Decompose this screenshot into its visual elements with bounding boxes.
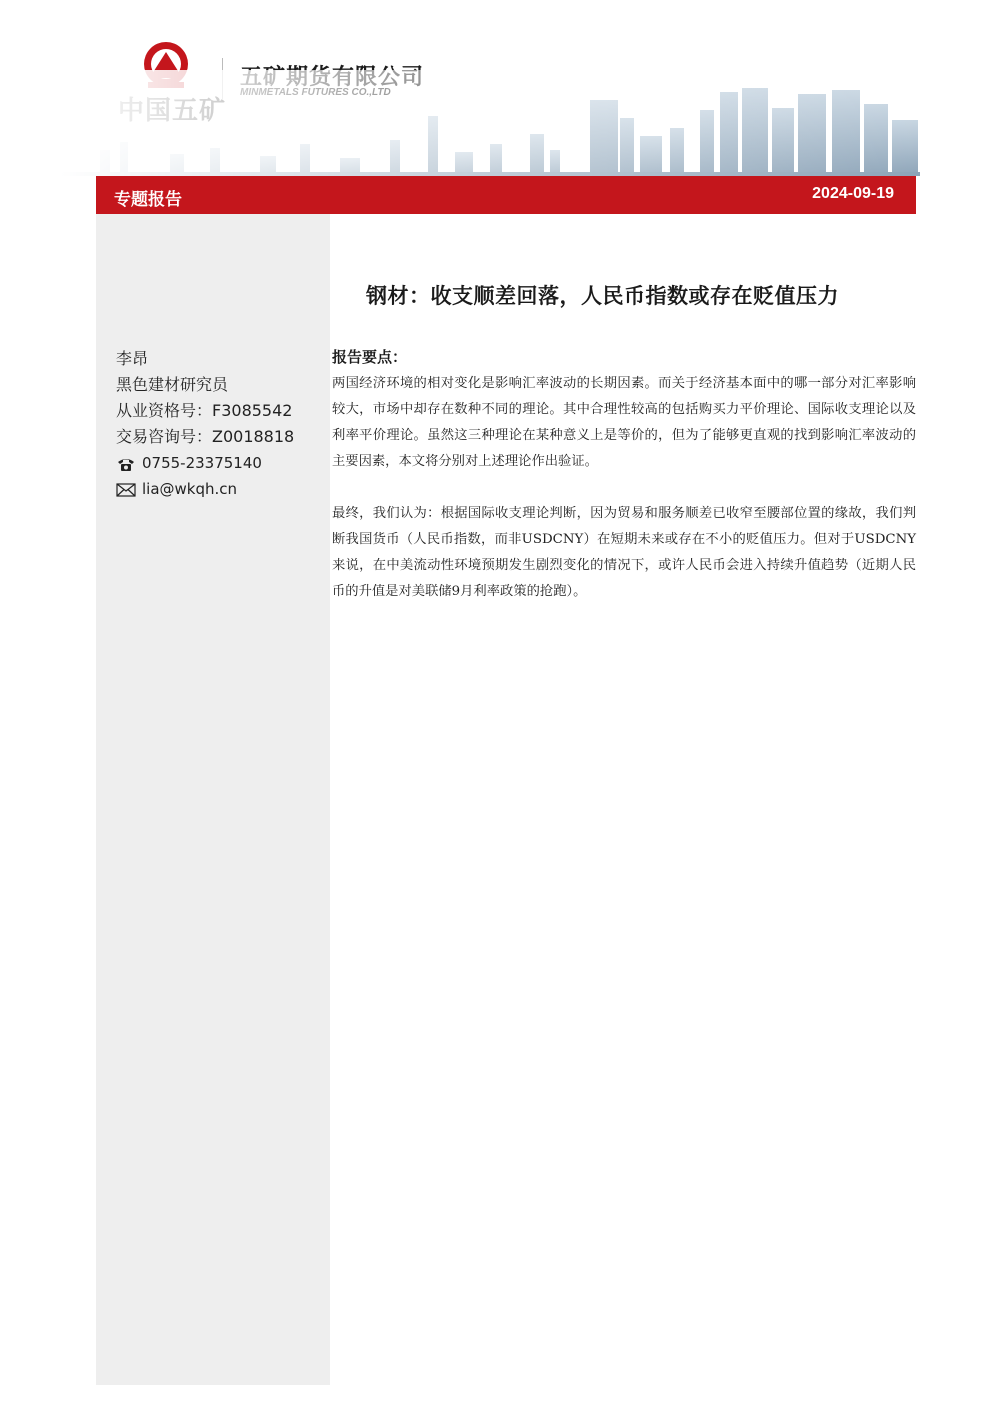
report-title: 钢材：收支顺差回落，人民币指数或存在贬值压力 — [366, 284, 839, 308]
report-type-bar — [96, 176, 916, 214]
report-type-label: 专题报告 — [114, 190, 182, 210]
summary-heading: 报告要点： — [332, 348, 408, 366]
author-role: 黑色建材研究员 — [116, 375, 229, 394]
summary-paragraph-2: 最终，我们认为：根据国际收支理论判断，因为贸易和服务顺差已收窄至腰部位置的缘故，我们判断我国货币（人民币指数，而非USDCNY）在短期未来或存在不小的贬值压力。但对于USDCNY来说，在中美流动性环境预期发生剧烈变化的情况下，或许人民币会进入持续升值趋势（近期人民币的升值是对美联储9月利率政策的抢跑）。 — [332, 506, 916, 599]
city-skyline-image — [60, 70, 920, 176]
author-phone: 0755-23375140 — [142, 454, 262, 472]
author-email-row — [116, 476, 294, 502]
envelope-icon — [116, 483, 136, 497]
author-name: 李昂 — [116, 349, 149, 368]
author-consulting-number: 交易咨询号：Z0018818 — [116, 427, 295, 446]
author-email[interactable]: lia@wkqh.cn — [142, 480, 238, 498]
author-info — [116, 346, 294, 502]
author-qualification: 从业资格号：F3085542 — [116, 401, 293, 420]
summary-paragraph-1: 两国经济环境的相对变化是影响汇率波动的长期因素。而关于经济基本面中的哪一部分对汇率影响较大，市场中却存在数种不同的理论。其中合理性较高的包括购买力平价理论、国际收支理论以及利率平价理论。虽然这三种理论在某种意义上是等价的，但为了能够更直观的找到影响汇率波动的主要因素，本文将分别对上述理论作出验证。 — [332, 376, 916, 469]
author-phone-row — [116, 450, 294, 476]
phone-icon — [116, 456, 136, 472]
report-date: 2024-09-19 — [812, 185, 894, 202]
page-header — [0, 0, 992, 176]
